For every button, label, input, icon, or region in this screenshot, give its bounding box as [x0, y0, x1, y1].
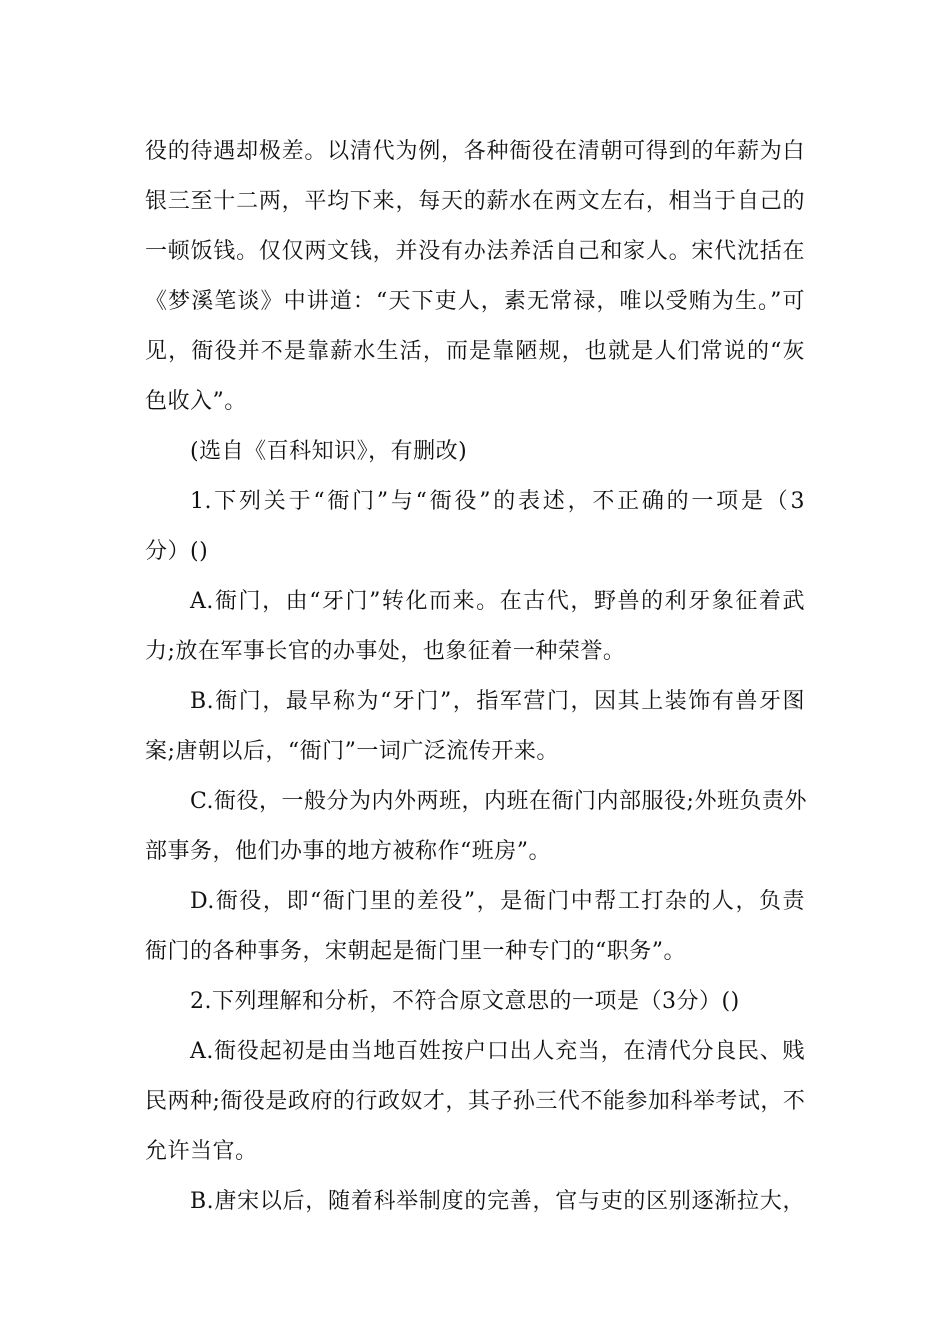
passage-line: 色收入”。 — [145, 389, 247, 414]
question-1-option-c: C.衙役，一般分为内外两班，内班在衙门内部服役;外班负责外 — [190, 789, 807, 814]
passage-line: 银三至十二两，平均下来，每天的薪水在两文左右，相当于自己的 — [145, 189, 805, 214]
question-2-option-a: A.衙役起初是由当地百姓按户口出人充当，在清代分良民、贱 — [190, 1039, 805, 1064]
question-1-option-c-cont: 部事务，他们办事的地方被称作“班房”。 — [145, 839, 551, 864]
question-2-option-b: B.唐宋以后，随着科举制度的完善，官与吏的区别逐渐拉大， — [190, 1189, 805, 1214]
source-citation: (选自《百科知识》，有删改) — [190, 439, 468, 464]
question-2-option-a-cont: 允许当官。 — [145, 1139, 258, 1164]
question-1-option-b: B.衙门，最早称为“牙门”，指军营门，因其上装饰有兽牙图 — [190, 689, 805, 714]
question-1-option-a: A.衙门，由“牙门”转化而来。在古代，野兽的利牙象征着武 — [190, 589, 805, 614]
question-2-option-a-cont: 民两种;衙役是政府的行政奴才，其子孙三代不能参加科举考试，不 — [145, 1089, 806, 1114]
question-2-stem: 2.下列理解和分析，不符合原文意思的一项是（3分）() — [190, 989, 740, 1014]
question-1-option-d-cont: 衙门的各种事务，宋朝起是衙门里一种专门的“职务”。 — [145, 939, 686, 964]
question-1-option-d: D.衙役，即“衙门里的差役”，是衙门中帮工打杂的人，负责 — [190, 889, 805, 914]
question-1-option-a-cont: 力;放在军事长官的办事处，也象征着一种荣誉。 — [145, 639, 626, 664]
passage-line: 《梦溪笔谈》中讲道：“天下吏人，素无常禄，唯以受贿为生。”可 — [145, 289, 805, 314]
passage-line: 一顿饭钱。仅仅两文钱，并没有办法养活自己和家人。宋代沈括在 — [145, 239, 805, 264]
passage-line: 见，衙役并不是靠薪水生活，而是靠陋规，也就是人们常说的“灰 — [145, 339, 805, 364]
passage-line: 役的待遇却极差。以清代为例，各种衙役在清朝可得到的年薪为白 — [145, 139, 805, 164]
question-1-stem-cont: 分）() — [145, 539, 209, 564]
question-1-option-b-cont: 案;唐朝以后，“衙门”一词广泛流传开来。 — [145, 739, 559, 764]
question-1-stem: 1.下列关于“衙门”与“衙役”的表述，不正确的一项是（3 — [190, 489, 805, 514]
